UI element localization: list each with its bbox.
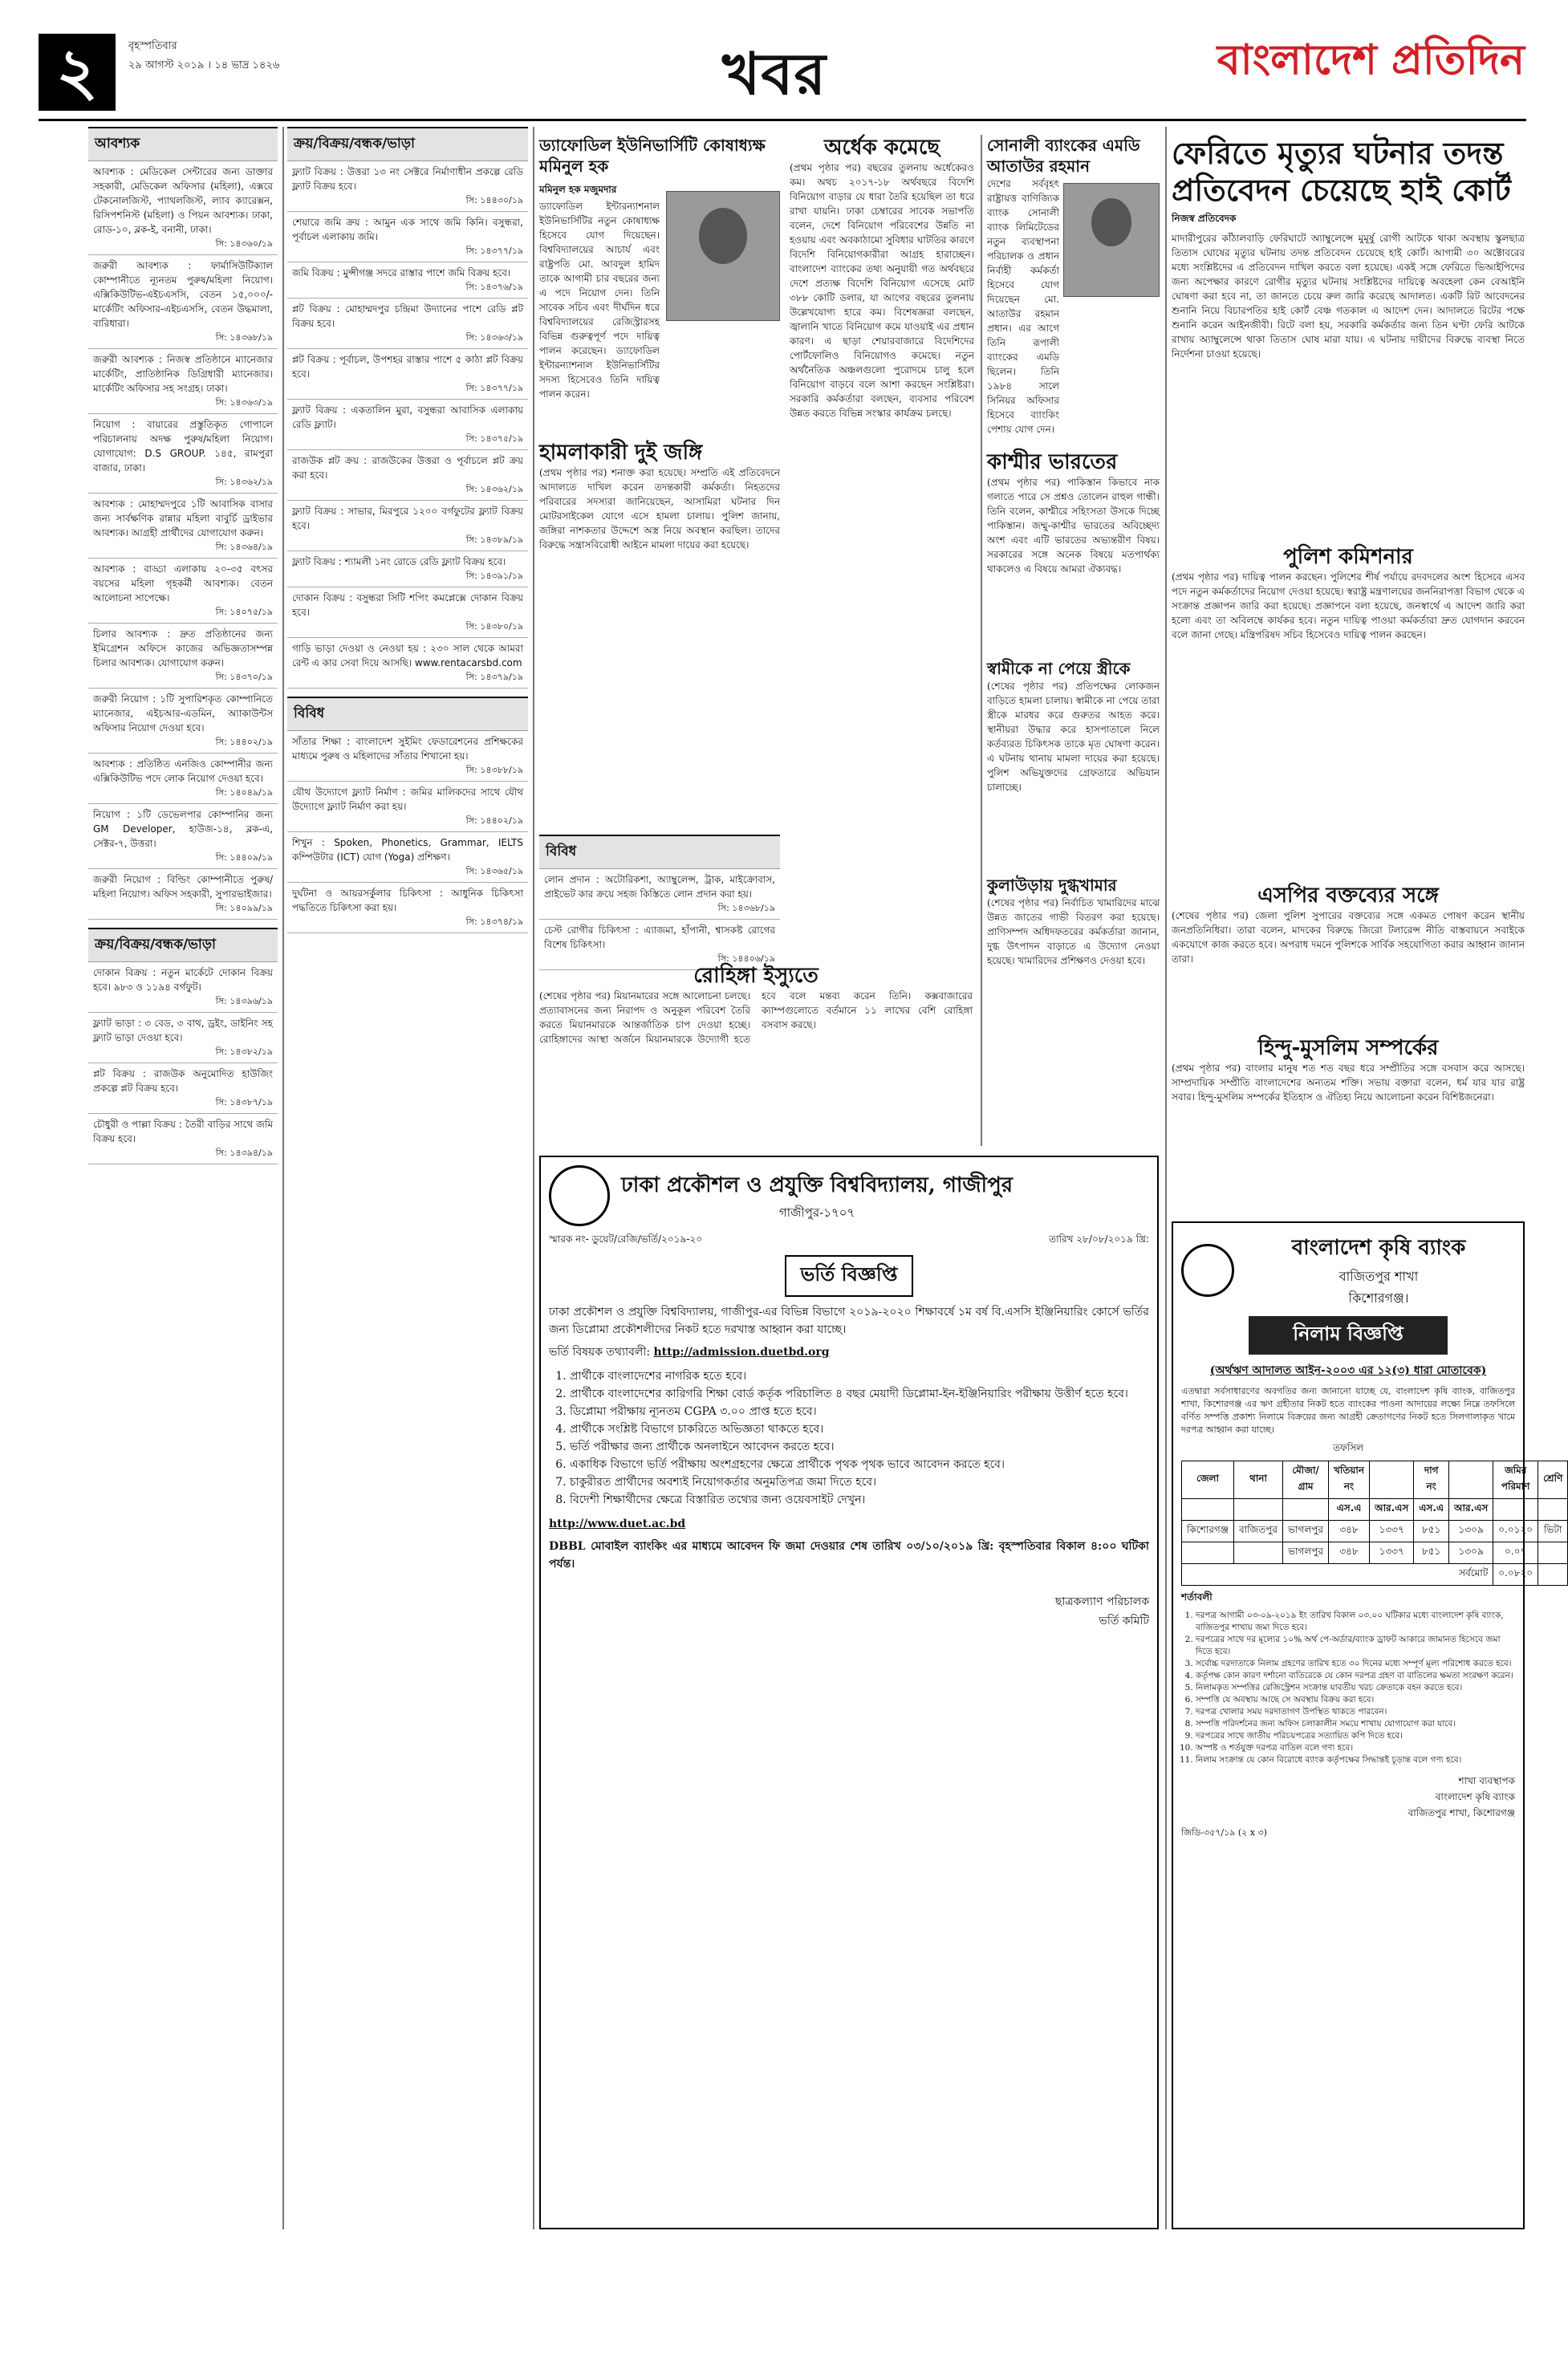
classified-ad — [88, 869, 278, 920]
classified-ad — [88, 414, 278, 494]
table-cell: ৩৪৮ — [1329, 1521, 1370, 1542]
classified-code: সি: ১৪০৯৯/১৯ — [215, 903, 273, 913]
duet-signature: ছাত্রকল্যাণ পরিচালক ভর্তি কমিটি — [1054, 1595, 1149, 1627]
table-cell: ০.০১২০ — [1493, 1521, 1538, 1542]
bank-signature: শাখা ব্যবস্থাপক বাংলাদেশ কৃষি ব্যাংক বাজিতপুর শাখা, কিশোরগঞ্জ — [1408, 1775, 1515, 1818]
bank-district: কিশোরগঞ্জ। — [1348, 1290, 1409, 1306]
police-article — [1172, 544, 1525, 873]
day-label: বৃহস্পতিবার — [128, 40, 177, 52]
daffodil-article — [539, 135, 780, 432]
table-subheader — [1283, 1499, 1329, 1521]
table-header — [1370, 1461, 1414, 1499]
classified-ad — [287, 161, 528, 212]
condition-item: 3. সর্বোচ্চ দরদাতাকে নিলাম গ্রহণের তারিখ হতে ৩০ দিনের মধ্যে সম্পূর্ণ মূল্য পরিশোধ করতে হবে। — [1196, 1658, 1515, 1670]
duet-name: ঢাকা প্রকৌশল ও প্রযুক্তি বিশ্ববিদ্যালয়, গাজীপুর — [621, 1172, 1014, 1197]
table-subheader: আর.এস — [1370, 1499, 1414, 1521]
total-label: সর্বমোট — [1182, 1564, 1493, 1586]
lead-byline: নিজস্ব প্রতিবেদক — [1172, 213, 1237, 224]
classified-ad — [287, 731, 528, 782]
table-header: জেলা — [1182, 1461, 1234, 1499]
table-cell: কিশোরগঞ্জ — [1182, 1521, 1234, 1542]
table-cell: ১৩৩৭ — [1370, 1521, 1414, 1542]
table-cell: ৮৫১ — [1414, 1521, 1449, 1542]
classified-text: সাঁতার শিক্ষা : বাংলাদেশ সুইমিং ফেডারেশনের প্রশিক্ষকের মাধ্যমে পুরুষ ও মহিলাদের সাঁতার শিখানো হয়। — [292, 736, 523, 762]
classified-code: সি: ১৪৩৯১/১৯ — [465, 571, 523, 581]
article-body: (শেষের পৃষ্ঠার পর) নির্বাচিত খামারিদের মাঝে উন্নত জাতের গাভী বিতরণ করা হয়েছে। প্রাণিসম্পদ অধিদফতরের কর্মকর্তারা জানান, দুগ্ধ উৎপাদন বাড়াতে এ উদ্যোগ নেওয়া হয়েছে। খামারিদের প্রশিক্ষণও দেওয়া হবে। — [987, 897, 1160, 966]
table-header: দাগ নং — [1414, 1461, 1449, 1499]
article-body: (প্রথম পৃষ্ঠার পর) শনাক্ত করা হয়েছে। সম্প্রতি এই প্রতিবেদনে আদালতে দাখিল করেন তদন্তকারী কর্মকর্তা। নিহতদের পরিবারের সদস্যরা জানিয়েছেন, আসামিরা ঘটনার দিন মোটরসাইকেল যোগে এসে হামলা চালায়। পুলিশ জানায়, জঙ্গিরা নাশকতার উদ্দেশে অস্ত্র নিয়ে অবস্থান করছিল। তাদের বিরুদ্ধে সন্ত্রাসবিরোধী আইনে মামলা দায়ের করা হয়েছে। — [539, 467, 780, 551]
table-cell: ৮৫১ — [1414, 1542, 1449, 1564]
requirement-item: 5. ভর্তি পরীক্ষার জন্য প্রার্থীকে অনলাইনে আবেদন করতে হবে। — [570, 1438, 1149, 1456]
classified-text: জরুরী নিয়োগ : ১টি সুপারিশকৃত কোম্পানিতে ম্যানেজার, এইচআর-এডমিন, অ্যাকাউন্টস অফিসার নিয়োগ দেওয়া হবে। — [93, 693, 273, 733]
misc-ad: চেস্ট রোগীর চিকিৎসা : এ্যাজমা, হাঁপানী, শ্বাসকষ্ট রোগের বিশেষ চিকিৎসা। সি: ১৪৪০৬/১৯ — [539, 920, 780, 970]
condition-item: 5. নিলামকৃত সম্পত্তির রেজিস্ট্রেশন সংক্রান্ত যাবতীয় খরচ ক্রেতাকে বহন করতে হবে। — [1196, 1682, 1515, 1694]
classified-ad — [287, 638, 528, 689]
classified-code: সি: ১৪৪০২/১৯ — [215, 737, 273, 747]
condition-item: 2. দরপত্রের সাথে দর মূল্যের ১০% অর্থ পে-অর্ডার/ব্যাংক ড্রাফট আকারে জামানত হিসেবে জমা দিতে হবে। — [1196, 1634, 1515, 1658]
table-header: শ্রেণি — [1538, 1461, 1568, 1499]
misc-ad: লোন প্রদান : অটোরিকশা, অ্যাম্বুলেন্স, ট্রাক, মাইক্রোবাস, প্রাইভেট কার ক্রয়ে সহজ কিস্তিতে লোন প্রদান করা হয়। সি: ১৪৩৬৮/১৯ — [539, 869, 780, 920]
classified-code: সি: ১৪৩৬৫/১৯ — [465, 866, 523, 876]
table-cell: ৩৪৮ — [1329, 1542, 1370, 1564]
col-divider — [981, 135, 982, 1146]
article-headline: রোহিঙ্গা ইস্যুতে — [693, 964, 819, 988]
table-cell: ভিটা — [1538, 1521, 1568, 1542]
classified-text: শিখুন : Spoken, Phonetics, Grammar, IELTS কম্পিউটার (ICT) যোগ (Yoga) প্রশিক্ষণ। — [292, 837, 523, 863]
article-headline: হামলাকারী দুই জঙ্গি — [539, 441, 703, 465]
classified-code: সি: ১৪৩৭৭/১৯ — [465, 246, 523, 256]
classified-code: সি: ১৪৪০৯/১৯ — [215, 852, 273, 863]
classified-code: সি: ১৪৩৯৬/১৯ — [215, 996, 273, 1006]
classified-ad — [287, 501, 528, 551]
table-subheader — [1493, 1499, 1538, 1521]
table-cell — [1233, 1542, 1282, 1564]
sp-article — [1172, 883, 1525, 1027]
article-body: দেশের সর্ববৃহৎ রাষ্ট্রায়ত্ত বাণিজ্যিক ব্যাংক সোনালী ব্যাংক লিমিটেডের নতুন ব্যবস্থাপনা পরিচালক ও প্রধান নির্বাহী কর্মকর্তা হিসেবে যোগ দিয়েছেন মো. আতাউর রহমান প্রধান। এর আগে তিনি রূপালী ব্যাংকের এমডি ছিলেন। তিনি ১৯৮৪ সালে সিনিয়র অফিসার হিসেবে ব্যাংকিং পেশায় যোগ দেন। — [987, 178, 1059, 435]
auction-intro: এতদ্বারা সর্বসাধারণের অবগতির জন্য জানানো যাচ্ছে যে, বাংলাদেশ কৃষি ব্যাংক, বাজিতপুর শাখা, কিশোরগঞ্জ এর ঋণ গ্রহীতার নিকট হতে ব্যাংকের পাওনা আদায়ের লক্ষ্যে নিম্নে তফসিলে বর্ণিত সম্পত্তি প্রকাশ্য নিলামে বিক্রয়ের জন্য আগ্রহী ক্রেতাগণের নিকট হতে সিলগালাকৃত খামে দরপত্র আহ্বান করা যাচ্ছে। — [1181, 1386, 1515, 1435]
table-subheader — [1538, 1499, 1568, 1521]
conditions-heading: শর্তাবলী — [1181, 1591, 1213, 1603]
auction-conditions — [1181, 1610, 1515, 1766]
classified-text: ফ্ল্যাট বিক্রয় : উত্তরা ১৩ নং সেক্টরে নির্মাণাধীন প্রকল্পে রেডি ফ্ল্যাট বিক্রয় হবে। — [292, 166, 523, 192]
table-header: জমির পরিমাণ — [1493, 1461, 1538, 1499]
table-cell: ভাগলপুর — [1283, 1542, 1329, 1564]
condition-item: 8. সম্পত্তি পরিদর্শনের জন্য অফিস চলাকালীন সময়ে শাখায় যোগাযোগ করা যাবে। — [1196, 1718, 1515, 1730]
classified-code: সি: ১৪৩৬৪/১৯ — [215, 542, 273, 552]
classified-text: গাড়ি ভাড়া দেওয়া ও নেওয়া হয় : ২৩০ সাল থেকে আমরা রেন্ট এ কার সেবা দিয়ে আসছি। www.rentacarsbd.com — [292, 643, 523, 668]
table-subheader — [1182, 1499, 1234, 1521]
classified-text: রাজউক প্লট ক্রয় : রাজউকের উত্তরা ও পূর্বাচলে প্লট ক্রয় করা হবে। — [292, 455, 523, 481]
header-rule — [39, 119, 1526, 121]
table-cell: ১৩৩৭ — [1370, 1542, 1414, 1564]
condition-item: 4. কর্তৃপক্ষ কোন কারণ দর্শানো ব্যতিরেকে যে কোন দরপত্র গ্রহণ বা বাতিলের ক্ষমতা সংরক্ষণ করেন। — [1196, 1670, 1515, 1682]
classified-code: সি: ১৪৩৭৬/১৯ — [465, 282, 523, 292]
classified-text: আবশ্যক : বাড্ডা এলাকায় ২০-৩৫ বৎসর বয়সের মহিলা গৃহকর্মী আবশ্যক। বেতন আলোচনা সাপেক্ষে। — [93, 563, 273, 603]
classified-code: সি: ১৪৩৭০/১৯ — [215, 672, 273, 682]
bank-logo-icon — [1181, 1244, 1234, 1297]
classified-ad — [88, 689, 278, 754]
classified-text: জরুরী আবশ্যক : নিজস্ব প্রতিষ্ঠানে ম্যানেজার মার্কেটিং, প্রাতিষ্ঠানিক ডিগ্রিধারী ম্যানেজার। মার্কেটিং অফিসার সহ সংগ্রহ। ঢাকা। — [93, 354, 273, 394]
table-row — [1182, 1521, 1568, 1542]
col-divider — [1165, 127, 1167, 2229]
classified-text: ফ্ল্যাট বিক্রয় : শ্যামলী ১নং রোডে রেডি ফ্ল্যাট বিক্রয় হবে। — [292, 556, 506, 567]
lead-article — [1172, 135, 1525, 536]
buy-sell-heading: ক্রয়/বিক্রয়/বন্ধক/ভাড়া — [287, 127, 528, 161]
requirement-item: 2. প্রার্থীকে বাংলাদেশের কারিগরি শিক্ষা বোর্ড কর্তৃক পরিচালিত ৪ বছর মেয়াদী ডিপ্লোমা-ইন-ইঞ্জিনিয়ারিং পরীক্ষায় উত্তীর্ণ হতে হবে। — [570, 1385, 1149, 1403]
sonali-article — [987, 135, 1160, 440]
classifieds-column — [88, 127, 278, 2229]
classified-code: সি: ১৪৩৭৭/১৯ — [465, 383, 523, 393]
article-headline: কাশ্মীর ভারতের — [987, 450, 1118, 474]
table-subheader: আর.এস — [1449, 1499, 1493, 1521]
col-divider — [282, 127, 284, 2229]
classified-text: জরুরী আবশ্যক : ফার্মাসিউটিক্যাল কোম্পানীতে ন্যূনতম পুরুষ/মহিলা নিয়োগ। এক্সিকিউটিভ-এইচএসসি, বেতন ১৫,০০০/- মার্কেটিং অফিসার-এইচএসসি, বেতন উদ্ধমালা, বারিধারা। — [93, 260, 273, 329]
classifieds-heading-2: ক্রয়/বিক্রয়/বন্ধক/ভাড়া — [88, 928, 278, 962]
classified-code: সি: ১৪৩৮৮/১৯ — [465, 765, 523, 775]
classified-code: সি: ১৪৩৬২/১৯ — [465, 484, 523, 494]
classified-code: সি: ১৪৩৮০/১৯ — [465, 621, 523, 632]
duet-notice-title: ভর্তি বিজ্ঞপ্তি — [785, 1255, 914, 1297]
misc-box — [539, 835, 780, 964]
classified-code: সি: ১৪৩৭৪/১৯ — [465, 916, 523, 927]
classified-ad — [88, 754, 278, 804]
classified-text: জরুরী নিয়োগ : বিল্ডিং কোম্পানীতে পুরুষ/মহিলা নিয়োগ। অফিস সহকারী, সুপারভাইজার। — [93, 874, 273, 900]
auction-law: (অর্থঋণ আদালত আইন-২০০৩ এর ১২(৩) ধারা মোতাবেক) — [1209, 1364, 1487, 1377]
bank-name: বাংলাদেশ কৃষি ব্যাংক — [1291, 1236, 1466, 1260]
duet-ref: স্মারক নং- ডুয়েট/রেজি/ভর্তি/২০১৯-২০ — [549, 1233, 703, 1245]
portrait-photo — [666, 191, 780, 321]
classified-ad — [287, 349, 528, 400]
duet-admission-ad — [539, 1156, 1159, 2229]
classified-code: সি: ১৪৩৬৩/১৯ — [465, 332, 523, 343]
col-divider — [533, 127, 534, 2229]
duet-website-line — [549, 1515, 1149, 1533]
article-byline: মমিনুল হক মজুমদার — [539, 184, 617, 195]
total-value: ০.০৮২০ — [1493, 1564, 1538, 1586]
article-headline: ড্যাফোডিল ইউনিভার্সিটি কোষাধ্যক্ষ মমিনুল হক — [539, 136, 766, 176]
article-body: (প্রথম পৃষ্ঠার পর) বছরের তুলনায় অর্ধেকেরও কম। অথচ ২০১৭-১৮ অর্থবছরে বিদেশি বিনিয়োগ বাড়ার যে ধারা তৈরি হয়েছিল তা ধরে রাখা যায়নি। ঢাকা চেম্বারের সাবেক সভাপতি বলেন, দেশে বিনিয়োগ পরিবেশের উন্নতি না হওয়ায় এবং অবকাঠামো সুবিধার ঘাটতির কারণে বিদেশি বিনিয়োগকারীরা আগ্রহ হারাচ্ছেন। বাংলাদেশ ব্যাংকের তথ্য অনুযায়ী গত অর্থবছরে দেশে প্রত্যক্ষ বিদেশি বিনিয়োগ এসেছে মোট ৩৮৮ কোটি ডলার, যা আগের বছরের তুলনায় উল্লেখযোগ্য হারে কম। বিশেষজ্ঞরা বলছেন, জ্বালানি খাতে বিনিয়োগ কমে যাওয়াই এর প্রধান কারণ। এ ছাড়া শেয়ারবাজারে বিদেশিদের পোর্টফোলিও বিনিয়োগও কমেছে। নতুন অর্থনৈতিক অঞ্চলগুলো পুরোদমে চালু হলে বিনিয়োগ বাড়বে বলে আশা করছেন সংশ্লিষ্টরা। সরকারি কর্মকর্তারা বলছেন, ব্যবসার পরিবেশ উন্নত করতে বিভিন্ন সংস্কার কার্যক্রম চলছে। — [790, 162, 974, 419]
requirement-item: 4. প্রার্থীকে সংশ্লিষ্ট বিভাগে চাকরিতে অভিজ্ঞতা থাকতে হবে। — [570, 1420, 1149, 1438]
duet-logo-icon — [549, 1165, 610, 1226]
classified-ad — [88, 962, 278, 1013]
article-headline: পুলিশ কমিশনার — [1283, 545, 1413, 569]
duet-date: তারিখ ২৮/০৮/২০১৯ খ্রি: — [1049, 1233, 1149, 1245]
buy-sell-list — [287, 161, 528, 689]
classified-ad — [88, 161, 278, 255]
classified-code: সি: ১৪০৪৯/১৯ — [215, 787, 273, 798]
table-header — [1449, 1461, 1493, 1499]
classified-ad — [88, 624, 278, 689]
economy-article — [790, 135, 974, 1066]
article-headline: সোনালী ব্যাংকের এমডি আতাউর রহমান — [987, 136, 1140, 176]
classified-text: দোকান বিক্রয় : নতুন মার্কেটে দোকান বিক্রয় হবে। ৯৮৩ ও ১১৯৪ বর্গফুট। — [93, 967, 273, 993]
duet-address: গাজীপুর-১৭০৭ — [778, 1205, 855, 1220]
classified-code: সি: ১৪৩৭৯/১৯ — [465, 672, 523, 682]
classified-code: সি: ১৪৪৩০/১৯ — [465, 195, 523, 205]
classified-text: ফ্ল্যাট বিক্রয় : সাভার, মিরপুরে ১২০০ বর্গফুটের ফ্ল্যাট বিক্রয় হবে। — [292, 506, 523, 531]
classified-ad — [287, 883, 528, 933]
table-cell: ০.০৭ — [1493, 1542, 1538, 1564]
classified-text: জমি বিক্রয় : মুন্সীগঞ্জ সদরে রাস্তার পাশে জমি বিক্রয় হবে। — [292, 267, 511, 278]
schedule-caption: তফসিল — [1332, 1442, 1364, 1453]
table-cell: ভাগলপুর — [1283, 1521, 1329, 1542]
condition-item: 1. দরপত্র আগামী ০৩-০৯-২০১৯ ইং তারিখ বিকাল ০৩.০০ ঘটিকার মধ্যে বাংলাদেশ কৃষি ব্যাংক, বাজিতপুর শাখায় জমা দিতে হবে। — [1196, 1610, 1515, 1634]
misc-box-heading: বিবিধ — [539, 835, 780, 869]
page-number: ২ — [39, 34, 116, 111]
attack-article — [539, 440, 780, 825]
classified-text: আবশ্যক : প্রতিষ্ঠিত এনজিও কোম্পানীর জন্য এক্সিকিউটিভ পদে লোক নিয়োগ দেওয়া হবে। — [93, 758, 273, 784]
article-headline: এসপির বক্তব্যের সঙ্গে — [1257, 884, 1439, 908]
classified-code: সি: ১৪৩৭৫/১৯ — [465, 433, 523, 444]
section-title: খবর — [722, 39, 827, 108]
duet-site-line: ভর্তি বিষয়ক তথ্যাবলী: http://admission.duetbd.org — [549, 1346, 830, 1359]
lead-headline: ফেরিতে মৃত্যুর ঘটনার তদন্ত প্রতিবেদন চেয়েছে হাই কোর্ট — [1172, 135, 1511, 208]
kashmir-article — [987, 449, 1160, 650]
classified-code: সি: ১৪৩৯৪/১৯ — [215, 1148, 273, 1158]
article-headline: স্বামীকে না পেয়ে স্ত্রীকে — [987, 659, 1131, 678]
article-body: (প্রথম পৃষ্ঠার পর) দায়িত্ব পালন করছেন। পুলিশের শীর্ষ পর্যায়ে রদবদলের অংশ হিসেবে এসব পদে নতুন কর্মকর্তাদের নিয়োগ দেওয়া হয়েছে। স্বরাষ্ট্র মন্ত্রণালয়ের জননিরাপত্তা বিভাগ থেকে এ সংক্রান্ত প্রজ্ঞাপন জারি করা হয়েছে। প্রজ্ঞাপনে বলা হয়েছে, জনস্বার্থে এ আদেশ জারি করা হলো এবং তা অবিলম্বে কার্যকর হবে। নতুন দায়িত্ব পাওয়া কর্মকর্তারা দ্রুত যোগদান করবেন বলে জানা গেছে। মন্ত্রিপরিষদ সচিব হিসেবেও দায়িত্ব পালন করছেন। — [1172, 571, 1525, 640]
duet-intro: ঢাকা প্রকৌশল ও প্রযুক্তি বিশ্ববিদ্যালয়, গাজীপুর-এর বিভিন্ন বিভাগে ২০১৯-২০২০ শিক্ষাবর্ষে ১ম বর্ষ বি.এসসি ইঞ্জিনিয়ারিং কোর্সে ভর্তির জন্য ডিপ্লোমা প্রকৌশলীদের নিকট হতে দরখাস্ত আহ্বান করা যাচ্ছে। — [549, 1306, 1149, 1336]
classified-text: প্লট বিক্রয় : পূর্বাচল, উপশহর রাস্তার পাশে ৫ কাঠা প্লট বিক্রয় হবে। — [292, 354, 523, 380]
classified-text: দুর্ঘটনা ও আয়রসর্কুলার চিকিৎসা : আধুনিক চিকিৎসা পদ্ধতিতে চিকিৎসা করা হয়। — [292, 888, 523, 913]
classified-ad — [287, 262, 528, 299]
portrait-photo — [1063, 183, 1160, 297]
classified-text: আবশ্যক : মোহাম্মদপুরে ১টি আবাসিক বাসার জন্য সার্বক্ষণিক রান্নার মহিলা বাবুর্চি ড্রাইভার আবশ্যক। আগ্রহী প্রার্থীদের যোগাযোগ করুন। — [93, 498, 273, 538]
lead-body: মাদারীপুরের কাঁঠালবাড়ি ফেরিঘাটে অ্যাম্বুলেন্সে মুমূর্ষু রোগী আটকে থাকা অবস্থায় স্কুলছাত্র তিতাস ঘোষের মৃত্যুর ঘটনায় তদন্ত প্রতিবেদন চেয়েছে হাই কোর্ট। আগামী ৩০ অক্টোবরের মধ্যে সংশ্লিষ্টদের এ প্রতিবেদন দাখিল করতে বলা হয়েছে। একই সঙ্গে ফেরিতে ভিআইপিদের জন্য অপেক্ষার কারণে রোগীর মৃত্যুর ঘটনায় সংশ্লিষ্টদের দায়িত্বে অবহেলা কেন বেআইনি ঘোষণা করা হবে না, তা জানতে চেয়ে রুল জারি করেছে আদালত। একটি রিট আবেদনের শুনানি নিয়ে বিচারপতির হাই কোর্ট বেঞ্চ গতকাল এ আদেশ দেন। আদালতে রিটের পক্ষে শুনানি করেন আইনজীবী। রিটে বলা হয়, সরকারি কর্মকর্তার জন্য তিন ঘণ্টা ফেরি আটকে রাখায় অ্যাম্বুলেন্সে থাকা তিতাস ঘোষ মারা যায়। এ ঘটনায় দায়ীদের বিরুদ্ধে ব্যবস্থা নিতে নির্দেশনা চাওয়া হয়েছে। — [1172, 233, 1525, 360]
classified-text: চৌধুরী ও পাল্লা বিক্রয় : তৈরী বাড়ির সাথে জমি বিক্রয় হবে। — [93, 1119, 273, 1144]
classified-code: সি: ১৪৩৮৯/১৯ — [465, 534, 523, 545]
date-label: ২৯ আগস্ট ২০১৯ । ১৪ ভাদ্র ১৪২৬ — [128, 59, 280, 71]
requirement-item: 7. চাকুরীরত প্রার্থীদের অবশ্যই নিয়োগকর্তার অনুমতিপত্র জমা দিতে হবে। — [570, 1473, 1149, 1491]
dairy-article — [987, 875, 1160, 1132]
masthead[interactable] — [1217, 27, 1525, 97]
classified-ad — [88, 1114, 278, 1164]
classified-code: সি: ১৪৩৮২/১৯ — [215, 1046, 273, 1057]
classified-ad — [287, 551, 528, 587]
table-cell — [1182, 1542, 1234, 1564]
classified-ad — [88, 1013, 278, 1063]
classified-ad — [88, 349, 278, 414]
table-total-row — [1182, 1564, 1568, 1586]
classified-code: সি: ১৪৩৬০/১৯ — [215, 238, 273, 249]
brand-logo: বাংলাদেশ প্রতিদিন — [1217, 35, 1525, 84]
classified-ad — [88, 559, 278, 624]
classified-ad — [287, 832, 528, 883]
table-cell: ১৩০৯ — [1449, 1521, 1493, 1542]
article-body: (শেষের পৃষ্ঠার পর) মিয়ানমারের সঙ্গে আলোচনা চলছে। প্রত্যাবাসনের জন্য নিরাপদ ও অনুকূল পরিবেশ তৈরি করতে মিয়ানমারকে আন্তর্জাতিক চাপ দেওয়া হচ্ছে। রোহিঙ্গাদের আস্থা অর্জনে মিয়ানমারকে উদ্যোগী হতে হবে বলে মন্তব্য করেন তিনি। কক্সবাজারের ক্যাম্পগুলোতে বর্তমানে ১১ লাখের বেশি রোহিঙ্গা বসবাস করছে। — [539, 990, 973, 1045]
gd-code: জিডি-৩৫৭/১৯ (২ x ৩) — [1181, 1827, 1267, 1838]
classified-code: সি: ১৪৩৮৭/১৯ — [215, 1097, 273, 1107]
classified-ad — [88, 804, 278, 869]
table-subheader — [1233, 1499, 1282, 1521]
table-cell — [1538, 1542, 1568, 1564]
classified-ad — [287, 212, 528, 262]
classified-ad — [88, 1063, 278, 1114]
requirement-item: 6. একাধিক বিভাগে ভর্তি পরীক্ষায় অংশগ্রহণের ক্ষেত্রে প্রার্থীকে পৃথক পৃথক ভাবে আবেদন করতে হবে। — [570, 1456, 1149, 1473]
classified-ad — [287, 587, 528, 638]
article-body: (শেষের পৃষ্ঠার পর) প্রতিপক্ষের লোকজন বাড়িতে হামলা চালায়। স্বামীকে না পেয়ে তারা স্ত্রীকে মারধর করে গুরুতর আহত করে। স্থানীয়রা উদ্ধার করে হাসপাতালে নিলে কর্তব্যরত চিকিৎসক তাকে মৃত ঘোষণা করেন। এ ঘটনায় থানায় মামলা দায়ের করা হয়েছে। পুলিশ অভিযুক্তদের গ্রেফতারে অভিযান চালাচ্ছে। — [987, 681, 1160, 793]
classified-text: প্লট বিক্রয় : মোহাম্মদপুর চন্দ্রিমা উদ্যানের পাশে রেডি প্লট বিক্রয় হবে। — [292, 303, 523, 329]
article-body: (প্রথম পৃষ্ঠার পর) পাকিস্তান কিভাবে নাক গলাতে পারে সে প্রশ্নও তোলেন রাহুল গান্ধী। তিনি বলেন, কাশ্মীরে সহিংসতা উসকে দিচ্ছে পাকিস্তান। জম্মু-কাশ্মীর ভারতের অবিচ্ছেদ্য অংশ এবং এটি ভারতের অভ্যন্তরীণ বিষয়। সরকারের সঙ্গে অনেক বিষয়ে মতপার্থক্য থাকলেও এ বিষয়ে আমরা ঐক্যবদ্ধ। — [987, 477, 1160, 575]
table-header: থানা — [1233, 1461, 1282, 1499]
classified-text: চিলার আবশ্যক : দ্রুত প্রতিষ্ঠানের জন্য ইমিগ্রেশন অফিসে কাজের অভিজ্ঞতাসম্পন্ন চিলার আবশ্যক। যোগাযোগ করুন। — [93, 628, 273, 668]
bank-branch: বাজিতপুর শাখা — [1338, 1269, 1419, 1284]
auction-schedule-table — [1181, 1461, 1568, 1586]
krishi-bank-auction-ad — [1172, 1221, 1563, 2229]
classified-code: সি: ১৪৩৬৮/১৯ — [215, 332, 273, 343]
classified-text: যৌথ উদ্যোগে ফ্ল্যাট নির্মাণ : জমির মালিকদের সাথে যৌথ উদ্যোগে ফ্ল্যাট নির্মাণ করা হয়। — [292, 786, 523, 812]
article-body: ড্যাফোডিল ইন্টারন্যাশনাল ইউনিভার্সিটির নতুন কোষাধ্যক্ষ হিসেবে যোগ দিয়েছেন। বিশ্ববিদ্যালয়ের আচার্য এবং রাষ্ট্রপতি মো. আবদুল হামিদ তাকে আগামী চার বছরের জন্য এ পদে নিয়োগ দেন। তিনি সাবেক সচিব এবং দীর্ঘদিন ধরে বিশ্ববিদ্যালয়ের রেজিস্ট্রারসহ বিভিন্ন গুরুত্বপূর্ণ পদে দায়িত্ব পালন করেছেন। ড্যাফোডিল ইন্টারন্যাশনাল ইউনিভার্সিটির সদস্য হিসেবেও তিনি দায়িত্ব পালন করেন। — [539, 201, 660, 400]
classified-ad — [88, 494, 278, 559]
table-cell: বাজিতপুর — [1233, 1521, 1282, 1542]
duet-requirements — [549, 1367, 1149, 1509]
requirement-item: 1. প্রার্থীকে বাংলাদেশের নাগরিক হতে হবে। — [570, 1367, 1149, 1385]
classified-ad — [287, 400, 528, 450]
classified-ad — [287, 299, 528, 349]
auction-title: নিলাম বিজ্ঞপ্তি — [1249, 1316, 1448, 1355]
classified-code: সি: ১৪৩৬৩/১৯ — [215, 397, 273, 408]
condition-item: 9. দরপত্রের সাথে জাতীয় পরিচয়পত্রের সত্যায়িত কপি দিতে হবে। — [1196, 1730, 1515, 1742]
classified-text: শেয়ারে জমি ক্রয় : আমুন এক সাথে জমি কিনি। বসুন্ধরা, পূর্বাচল এলাকায় জমি। — [292, 217, 523, 242]
table-cell — [1538, 1564, 1568, 1586]
classified-text: আবশ্যক : মেডিকেল সেন্টারের জন্য ডাক্তার সহকারী, মেডিকেল অফিসার (মহিলা), এক্সরে টেকনোলজিস্ট, প্যাথলজিস্ট, ল্যাব ক্যারেক্সন, রিসিপশনিস্ট (মহিলা) ও পিয়ন আবশ্যক। ঢাকা, রোড-১০, ব্লক-ই, বনানী, ঢাকা। — [93, 166, 273, 235]
table-subheader: এস.এ — [1414, 1499, 1449, 1521]
requirement-item: 8. বিদেশী শিক্ষার্থীদের ক্ষেত্রে বিস্তারিত তথ্যের জন্য ওয়েবসাইট দেখুন। — [570, 1491, 1149, 1509]
article-headline: কুলাউড়ায় দুগ্ধখামার — [987, 876, 1117, 895]
table-subheader: এস.এ — [1329, 1499, 1370, 1521]
article-headline: হিন্দু-মুসলিম সম্পর্কের — [1257, 1036, 1439, 1060]
article-body: (প্রথম পৃষ্ঠার পর) বাংলার মানুষ শত শত বছর ধরে সম্প্রীতির সঙ্গে বসবাস করে আসছে। সাম্প্রদায়িক সম্প্রীতি বাংলাদেশের অন্যতম শক্তি। সভায় বক্তারা বলেন, ধর্ম যার যার রাষ্ট্র সবার। হিন্দু-মুসলিম সম্পর্কের ইতিহাস ও ঐতিহ্য নিয়ে আলোচনা করেন বিশিষ্টজনেরা। — [1172, 1063, 1525, 1103]
buy-sell-column — [287, 127, 528, 2229]
requirement-item: 3. ডিপ্লোমা পরীক্ষায় ন্যূনতম CGPA ৩.০০ প্রাপ্ত হতে হবে। — [570, 1403, 1149, 1420]
misc-heading: বিবিধ — [287, 697, 528, 731]
classified-text: ফ্ল্যাট বিক্রয় : একতালিন মুরা, বসুন্ধরা আবাসিক এলাকায় রেডি ফ্ল্যাট। — [292, 404, 523, 430]
table-cell: ১৩০৯ — [1449, 1542, 1493, 1564]
classifieds-list — [88, 161, 278, 920]
classified-text: নিয়োগ : ১টি ডেভেলপার কোম্পানির জন্য GM Developer, হাউজ-১৪, ব্লক-এ, সেক্টর-৭, উত্তরা। — [93, 809, 273, 849]
classified-ad — [287, 782, 528, 832]
classified-code: সি: ১৪৪০২/১৯ — [465, 815, 523, 826]
classified-code: সি: ১৪৩৬২/১৯ — [215, 477, 273, 487]
classifieds-list-2 — [88, 962, 278, 1164]
rohingya-article — [539, 963, 973, 1148]
duet-deadline: DBBL মোবাইল ব্যাংকিং এর মাধ্যমে আবেদন ফি জমা দেওয়ার শেষ তারিখ ০৩/১০/২০১৯ খ্রি: বৃহস্পতিবার বিকাল ৪:০০ ঘটিকা পর্যন্ত। — [549, 1540, 1149, 1571]
classified-text: প্লট বিক্রয় : রাজউক অনুমোদিত হাউজিং প্রকল্পে প্লট বিক্রয় হবে। — [93, 1068, 273, 1094]
article-headline: অর্ধেক কমেছে — [823, 136, 940, 160]
condition-item: 10. অস্পষ্ট ও শর্তযুক্ত দরপত্র বাতিল বলে গণ্য হবে। — [1196, 1742, 1515, 1754]
misc-list — [287, 731, 528, 933]
table-header: মৌজা/গ্রাম — [1283, 1461, 1329, 1499]
condition-item: 6. সম্পত্তি যে অবস্থায় আছে সে অবস্থায় বিক্রয় করা হবে। — [1196, 1694, 1515, 1706]
duet-admission-link[interactable]: http://admission.duetbd.org — [653, 1346, 830, 1359]
classified-ad — [88, 255, 278, 349]
crime-article — [987, 658, 1160, 867]
classified-text: নিয়োগ : বায়ারের প্রস্তুতিকৃত গোপালে পরিচালনায় অদক্ষ পুরুষ/মহিলা নিয়োগ। যোগাযোগ: D.S GROUP. ১৪৫, রামপুরা বাজার, ঢাকা। — [93, 419, 273, 473]
classified-ad — [287, 450, 528, 501]
classified-text: দোকান বিক্রয় : বসুন্ধরা সিটি শপিং কমপ্লেক্সে দোকান বিক্রয় হবে। — [292, 592, 523, 618]
table-header: খতিয়ান নং — [1329, 1461, 1370, 1499]
duet-website-link[interactable]: http://www.duet.ac.bd — [549, 1518, 686, 1530]
table-row — [1182, 1542, 1568, 1564]
article-body: (শেষের পৃষ্ঠার পর) জেলা পুলিশ সুপারের বক্তব্যের সঙ্গে একমত পোষণ করেন স্থানীয় জনপ্রতিনিধিরা। তারা বলেন, মাদকের বিরুদ্ধে জিরো টলারেন্স নীতি বাস্তবায়নে সবাইকে একযোগে কাজ করতে হবে। অপরাধ দমনে পুলিশকে সার্বিক সহযোগিতা করার আহ্বান জানান তারা। — [1172, 910, 1525, 965]
classified-code: সি: ১৪০৭৫/১৯ — [215, 607, 273, 617]
harmony-article — [1172, 1035, 1525, 1212]
condition-item: 11. নিলাম সংক্রান্ত যে কোন বিরোধে ব্যাংক কর্তৃপক্ষের সিদ্ধান্তই চূড়ান্ত বলে গণ্য হবে। — [1196, 1754, 1515, 1766]
classified-text: ফ্ল্যাট ভাড়া : ৩ বেড, ৩ বাথ, ড্রইং, ডাইনিং সহ ফ্ল্যাট ভাড়া দেওয়া হবে। — [93, 1018, 273, 1043]
classifieds-heading: আবশ্যক — [88, 127, 278, 161]
condition-item: 7. দরপত্র খোলার সময় দরদাতাগণ উপস্থিত থাকতে পারবেন। — [1196, 1706, 1515, 1718]
